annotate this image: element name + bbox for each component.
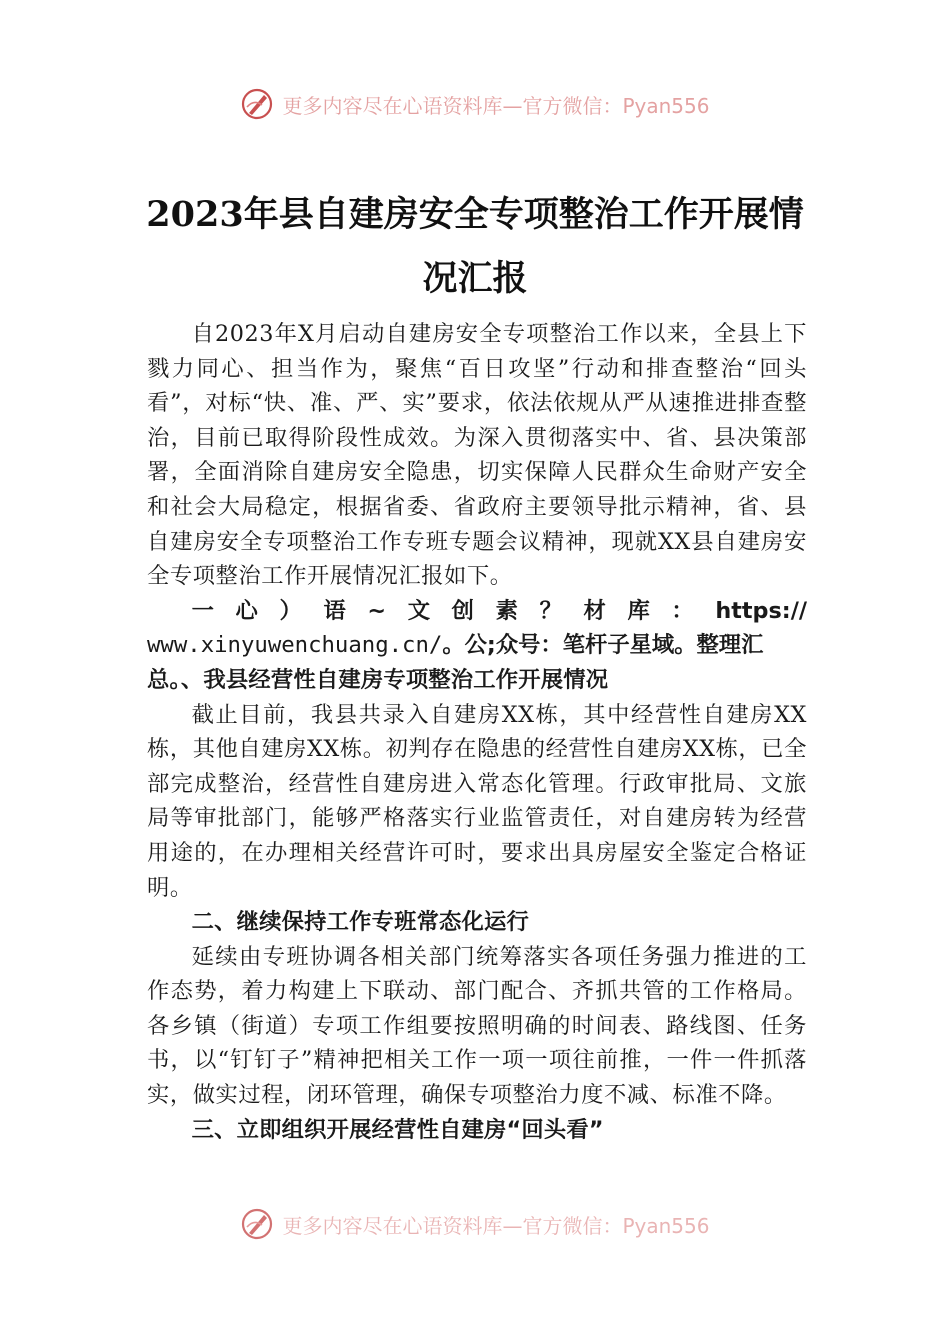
pen-logo-icon [240,87,274,121]
pen-logo-icon [240,1207,274,1241]
document-title [120,183,830,311]
watermark-text-top: 更多内容尽在心语资料库—官方微信：Pyan556 [282,93,710,118]
source-notice-rest: 。公;众号：笔杆子星域。整理汇 [442,632,764,659]
section-paragraph-1: 截止目前，我县共录入自建房XX栋，其中经营性自建房XX栋，其他自建房XX栋。初判存在隐患的经营性自建房XX栋，已全部完成整治，经营性自建房进入常态化管理。行政审批局、文旅局等审批部门，能够严格落实行业监管责任，对自建房转为经营用途的，在办理相关经营许可时，要求出具房屋安全鉴定合格证明。 [147,701,807,901]
watermark-banner-top [0,84,950,124]
source-notice-line2 [147,628,807,663]
document-body [147,317,807,1147]
section-heading-3: 三、立即组织开展经营性自建房“回头看” [191,1116,604,1143]
intro-paragraph: 自2023年X月启动自建房安全专项整治工作以来，全县上下戮力同心、担当作为，聚焦“百日攻坚”行动和排查整治“回头看”，对标“快、准、严、实”要求，依法依规从严从速推进排查整治，目前已取得阶段性成效。为深入贯彻落实中、省、县决策部署，全面消除自建房安全隐患，切实保障人民群众生命财产安全和社会大局稳定，根据省委、省政府主要领导批示精神，省、县自建房安全专项整治工作专班专题会议精神，现就XX县自建房安全专项整治工作开展情况汇报如下。 [147,321,807,590]
section-paragraph-2: 延续由专班协调各相关部门统筹落实各项任务强力推进的工作态势，着力构建上下联动、部门配合、齐抓共管的工作格局。各乡镇（街道）专项工作组要按照明确的时间表、路线图、任务书，以“钉钉子”精神把相关工作一项一项往前推，一件一件抓落实，做实过程，闭环管理，确保专项整治力度不减、标准不降。 [147,943,807,1109]
watermark-banner-bottom [0,1204,950,1244]
section-heading-2: 二、继续保持工作专班常态化运行 [191,909,530,936]
source-notice-line1: 一心）语~文创素？材库：https:// [191,597,807,624]
watermark-text-bottom: 更多内容尽在心语资料库—官方微信：Pyan556 [282,1213,710,1238]
title-line-1: 2023年县自建房安全专项整治工作开展情 [146,194,804,235]
title-line-2: 况汇报 [422,258,528,299]
section-heading-1: 总。、我县经营性自建房专项整治工作开展情况 [147,666,609,693]
source-url: www.xinyuwenchuang.cn/ [147,632,443,659]
